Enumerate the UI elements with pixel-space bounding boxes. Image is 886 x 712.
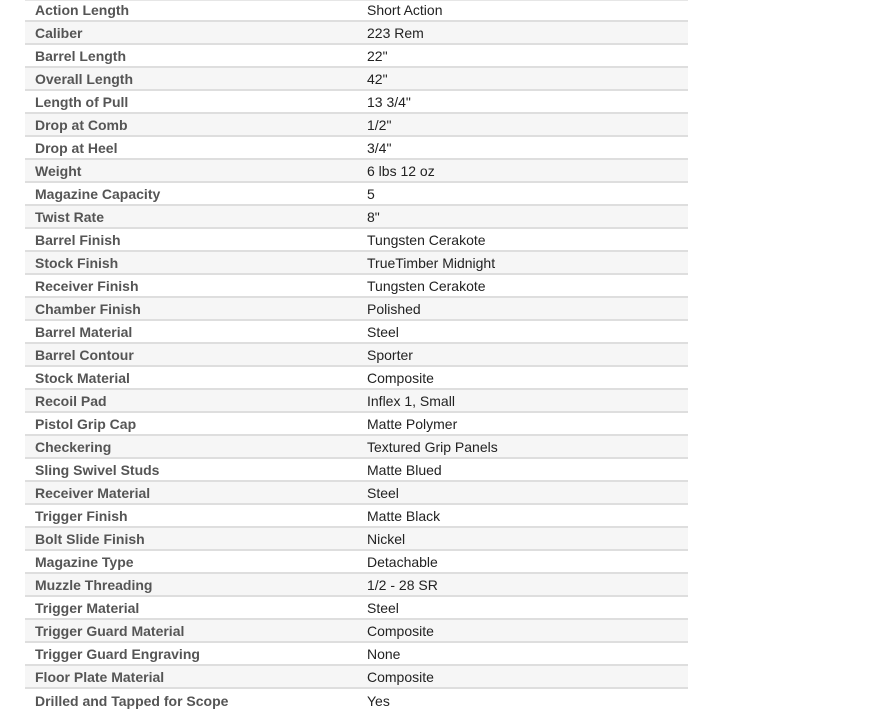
table-row — [25, 505, 688, 528]
table-row — [25, 620, 688, 643]
table-row — [25, 229, 688, 252]
table-row — [25, 551, 688, 574]
spec-value: Composite — [367, 668, 434, 685]
spec-label: Trigger Guard Engraving — [35, 645, 200, 662]
table-row — [25, 597, 688, 620]
table-row — [25, 275, 688, 298]
spec-value: TrueTimber Midnight — [367, 254, 496, 271]
spec-label: Barrel Contour — [35, 346, 134, 363]
spec-value: Steel — [367, 599, 399, 616]
spec-value: 6 lbs 12 oz — [367, 162, 435, 179]
spec-label: Muzzle Threading — [35, 576, 153, 593]
spec-value: Yes — [367, 692, 390, 709]
table-row — [25, 160, 688, 183]
table-row — [25, 22, 688, 45]
table-row — [25, 0, 688, 22]
spec-value: 1/2 - 28 SR — [367, 576, 438, 593]
specifications-table — [25, 0, 688, 712]
table-row — [25, 689, 688, 712]
table-row — [25, 206, 688, 229]
table-row — [25, 666, 688, 689]
spec-value: Detachable — [367, 553, 438, 570]
spec-label: Stock Finish — [35, 254, 119, 271]
table-row — [25, 45, 688, 68]
table-row — [25, 68, 688, 91]
spec-label: Floor Plate Material — [35, 668, 165, 685]
spec-label: Trigger Guard Material — [35, 622, 185, 639]
spec-label: Pistol Grip Cap — [35, 415, 137, 432]
table-row — [25, 137, 688, 160]
spec-value: 223 Rem — [367, 24, 424, 41]
spec-value: Composite — [367, 622, 434, 639]
spec-label: Barrel Material — [35, 323, 133, 340]
spec-value: 22" — [367, 47, 388, 64]
table-row — [25, 91, 688, 114]
spec-label: Drop at Comb — [35, 116, 128, 133]
table-row — [25, 413, 688, 436]
spec-value: Composite — [367, 369, 434, 386]
spec-label: Bolt Slide Finish — [35, 530, 145, 547]
spec-value: Nickel — [367, 530, 406, 547]
spec-value: 3/4" — [367, 139, 392, 156]
spec-label: Trigger Finish — [35, 507, 128, 524]
spec-label: Length of Pull — [35, 93, 129, 110]
spec-label: Recoil Pad — [35, 392, 107, 409]
spec-value: Matte Black — [367, 507, 441, 524]
table-row — [25, 528, 688, 551]
table-row — [25, 643, 688, 666]
spec-label: Twist Rate — [35, 208, 104, 225]
table-row — [25, 298, 688, 321]
spec-label: Magazine Type — [35, 553, 134, 570]
spec-label: Trigger Material — [35, 599, 140, 616]
spec-label: Barrel Finish — [35, 231, 121, 248]
spec-value: Matte Polymer — [367, 415, 458, 432]
spec-label: Drilled and Tapped for Scope — [35, 692, 229, 709]
spec-label: Action Length — [35, 2, 130, 18]
spec-value: Steel — [367, 484, 399, 501]
spec-label: Barrel Length — [35, 47, 127, 64]
spec-value: Polished — [367, 300, 421, 317]
table-row — [25, 367, 688, 390]
table-row — [25, 574, 688, 597]
spec-label: Overall Length — [35, 70, 134, 87]
spec-label: Sling Swivel Studs — [35, 461, 160, 478]
spec-label: Stock Material — [35, 369, 130, 386]
spec-label: Caliber — [35, 24, 83, 41]
table-row — [25, 344, 688, 367]
spec-label: Weight — [35, 162, 82, 179]
spec-value: 42" — [367, 70, 388, 87]
spec-label: Drop at Heel — [35, 139, 118, 156]
spec-value: None — [367, 645, 401, 662]
spec-value: 13 3/4" — [367, 93, 411, 110]
table-row — [25, 252, 688, 275]
table-row — [25, 436, 688, 459]
spec-value: Short Action — [367, 2, 443, 18]
table-row — [25, 459, 688, 482]
spec-value: Matte Blued — [367, 461, 442, 478]
spec-value: 5 — [367, 185, 375, 202]
spec-label: Receiver Finish — [35, 277, 139, 294]
spec-value: 1/2" — [367, 116, 392, 133]
table-row — [25, 183, 688, 206]
table-row — [25, 114, 688, 137]
spec-value: Sporter — [367, 346, 413, 363]
table-row — [25, 482, 688, 505]
table-row — [25, 390, 688, 413]
spec-value: Steel — [367, 323, 399, 340]
spec-value: Inflex 1, Small — [367, 392, 455, 409]
spec-label: Magazine Capacity — [35, 185, 161, 202]
spec-value: Tungsten Cerakote — [367, 277, 486, 294]
spec-value: Tungsten Cerakote — [367, 231, 486, 248]
spec-label: Receiver Material — [35, 484, 151, 501]
spec-value: 8" — [367, 208, 380, 225]
spec-value: Textured Grip Panels — [367, 438, 498, 455]
table-row — [25, 321, 688, 344]
spec-label: Checkering — [35, 438, 112, 455]
spec-label: Chamber Finish — [35, 300, 141, 317]
